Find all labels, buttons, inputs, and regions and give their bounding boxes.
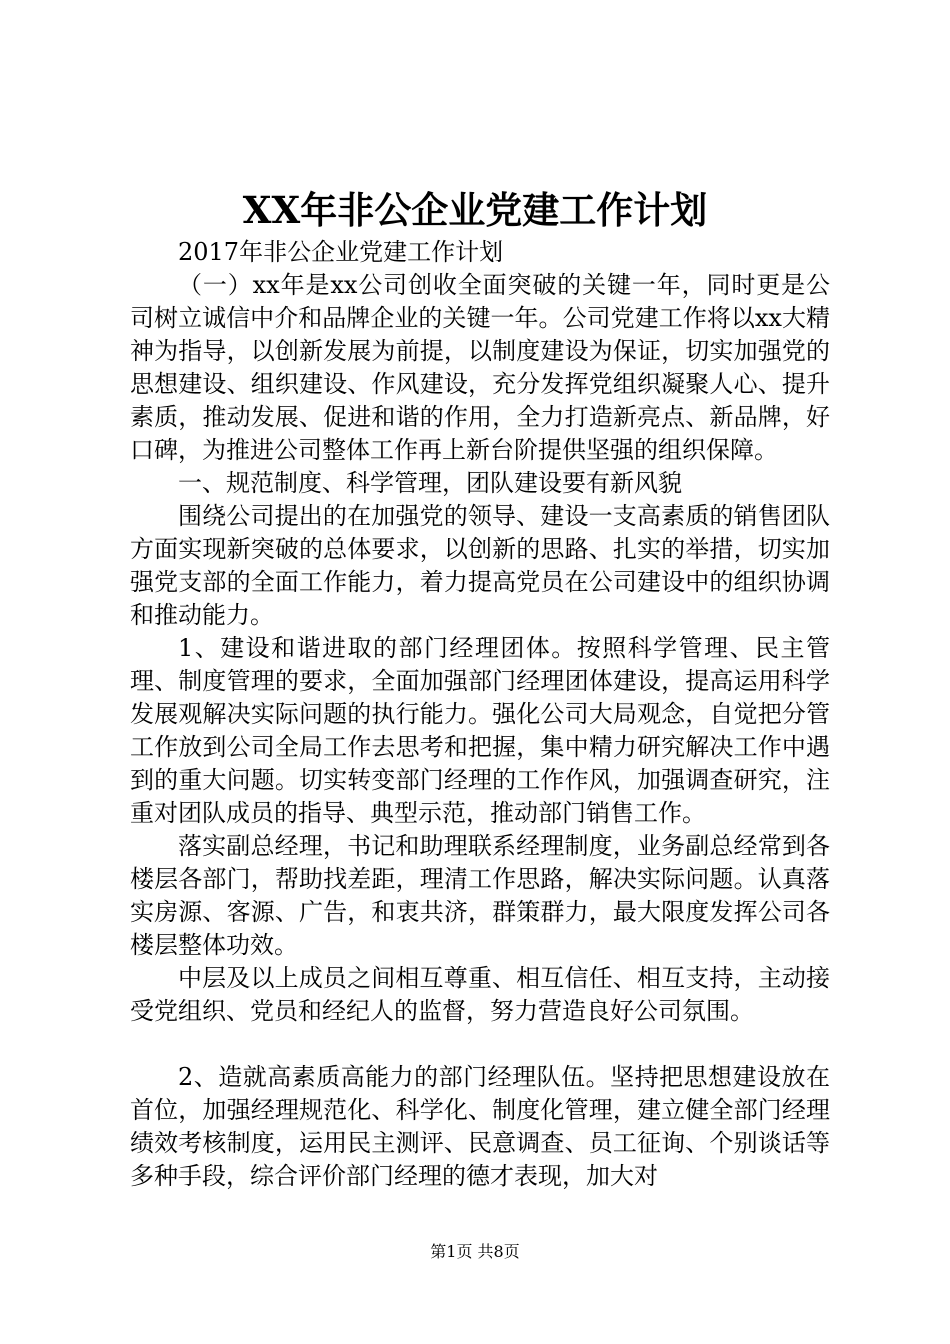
section-heading: 一、规范制度、科学管理，团队建设要有新风貌 bbox=[178, 469, 682, 497]
intro-paragraph: （一）xx年是xx公司创收全面突破的关键一年，同时更是公司树立诚信中介和品牌企业的关键一年。公司党建工作将以xx大精神为指导，以创新发展为前提，以制度建设为保证，切实加强党的思想建设、组织建设、作风建设，充分发挥党组织凝聚人心、提升素质，推动发展、促进和谐的作用，全力打造新亮点、新品牌，好口碑，为推进公司整体工作再上新台阶提供坚强的组织保障。 bbox=[130, 271, 830, 464]
body-paragraph: 中层及以上成员之间相互尊重、相互信任、相互支持，主动接受党组织、党员和经纪人的监督，努力营造良好公司氛围。 bbox=[130, 964, 830, 1025]
subtitle-paragraph: 2017年非公企业党建工作计划 bbox=[178, 238, 504, 266]
document-title: XX年非公企业党建工作计划 bbox=[242, 188, 708, 232]
body-paragraph: 落实副总经理，书记和助理联系经理制度，业务副总经常到各楼层各部门，帮助找差距，理清工作思路，解决实际问题。认真落实房源、客源、广告，和衷共济，群策群力，最大限度发挥公司各楼层整体功效。 bbox=[130, 832, 830, 959]
page-number: 第1页 共8页 bbox=[430, 1242, 520, 1261]
item-2-paragraph: 2、造就高素质高能力的部门经理队伍。坚持把思想建设放在首位，加强经理规范化、科学化、制度化管理，建立健全部门经理绩效考核制度，运用民主测评、民意调查、员工征询、个别谈话等多种手段，综合评价部门经理的德才表现，加大对 bbox=[130, 1063, 830, 1190]
section-intro-paragraph: 围绕公司提出的在加强党的领导、建设一支高素质的销售团队方面实现新突破的总体要求，以创新的思路、扎实的举措，切实加强党支部的全面工作能力，着力提高党员在公司建设中的组织协调和推动能力。 bbox=[130, 502, 830, 629]
document-body bbox=[130, 236, 830, 1193]
item-1-paragraph: 1、建设和谐进取的部门经理团体。按照科学管理、民主管理、制度管理的要求，全面加强部门经理团体建设，提高运用科学发展观解决实际问题的执行能力。强化公司大局观念，自觉把分管工作放到公司全局工作去思考和把握，集中精力研究解决工作中遇到的重大问题。切实转变部门经理的工作作风，加强调查研究，注重对团队成员的指导、典型示范，推动部门销售工作。 bbox=[130, 634, 830, 827]
